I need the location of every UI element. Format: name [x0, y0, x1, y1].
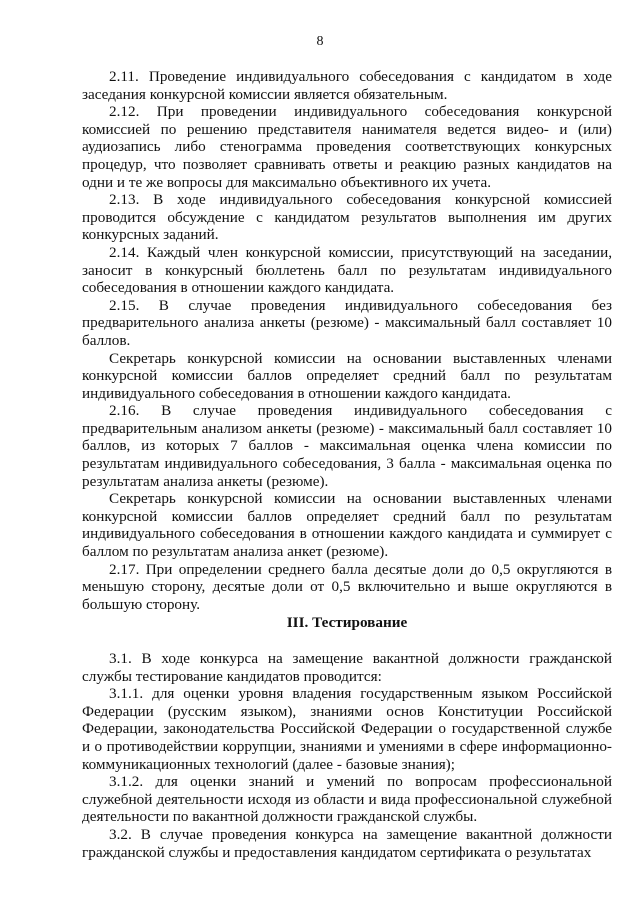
paragraph-3-1-2: 3.1.2. для оценки знаний и умений по вопросам профессиональной служебной деятельности исходя из области и вида профессиональной служебной деятельности по вакантной должности гражданской службы. — [82, 773, 612, 826]
paragraph-2-14: 2.14. Каждый член конкурсной комиссии, присутствующий на заседании, заносит в конкурсный бюллетень балл по результатам индивидуального собеседования в отношении каждого кандидата. — [82, 243, 612, 297]
paragraph-2-16-secretary: Секретарь конкурсной комиссии на основании выставленных членами конкурсной комиссии баллов определяет средний балл по результатам индивидуального собеседования в отношении каждого кандидата и суммирует с баллом по результатам анализа анкет (резюме). — [82, 490, 612, 561]
paragraph-2-15-secretary: Секретарь конкурсной комиссии на основании выставленных членами конкурсной комиссии баллов определяет средний балл по результатам индивидуального собеседования в отношении каждого кандидата. — [82, 349, 612, 402]
section-heading-testing: III. Тестирование — [286, 614, 408, 632]
paragraph-2-17: 2.17. При определении среднего балла десятые доли до 0,5 округляются в меньшую сторону, десятые доли от 0,5 включительно и выше округляются в большую сторону. — [82, 560, 612, 613]
paragraph-2-13: 2.13. В ходе индивидуального собеседования конкурсной комиссией проводится обсуждение с кандидатом результатов выполнения им других конкурсных заданий. — [82, 191, 612, 244]
paragraph-2-11: 2.11. Проведение индивидуального собеседования с кандидатом в ходе заседания конкурсной комиссии является обязательным. — [82, 68, 612, 103]
paragraph-2-15: 2.15. В случае проведения индивидуального собеседования без предварительного анализа анкеты (резюме) - максимальный балл составляет 10 баллов. — [82, 296, 612, 349]
paragraph-2-16: 2.16. В случае проведения индивидуального собеседования с предварительным анализом анкеты (резюме) - максимальный балл составляет 10 баллов, из которых 7 баллов - максимальная оценка члена комиссии по результатам индивидуального собеседования, 3 балла - максимальная оценка по результатам анализа анкеты (резюме). — [82, 402, 612, 490]
paragraph-2-12: 2.12. При проведении индивидуального собеседования конкурсной комиссией по решению представителя нанимателя ведется видео- и (или) аудиозапись либо стенограмма проведения соответствующих конкурсных процедур, что позволяет сравнивать ответы и реакцию разных кандидатов на одни и те же вопросы для максимально объективного их учета. — [82, 103, 612, 191]
paragraph-3-1-1: 3.1.1. для оценки уровня владения государственным языком Российской Федерации (русским языком), знаниями основ Конституции Российской Федерации, законодательства Российской Федерации о государственной службе и о противодействии коррупции, знаниями и умениями в сфере информационно-коммуникационных технологий (далее - базовые знания); — [82, 685, 612, 773]
paragraph-3-2: 3.2. В случае проведения конкурса на замещение вакантной должности гражданской службы и предоставления кандидатом сертификата о результатах — [82, 825, 612, 861]
paragraph-3-1: 3.1. В ходе конкурса на замещение вакантной должности гражданской службы тестирование кандидатов проводится: — [82, 650, 612, 685]
page-number: 8 — [316, 34, 324, 49]
document-body — [82, 68, 612, 861]
